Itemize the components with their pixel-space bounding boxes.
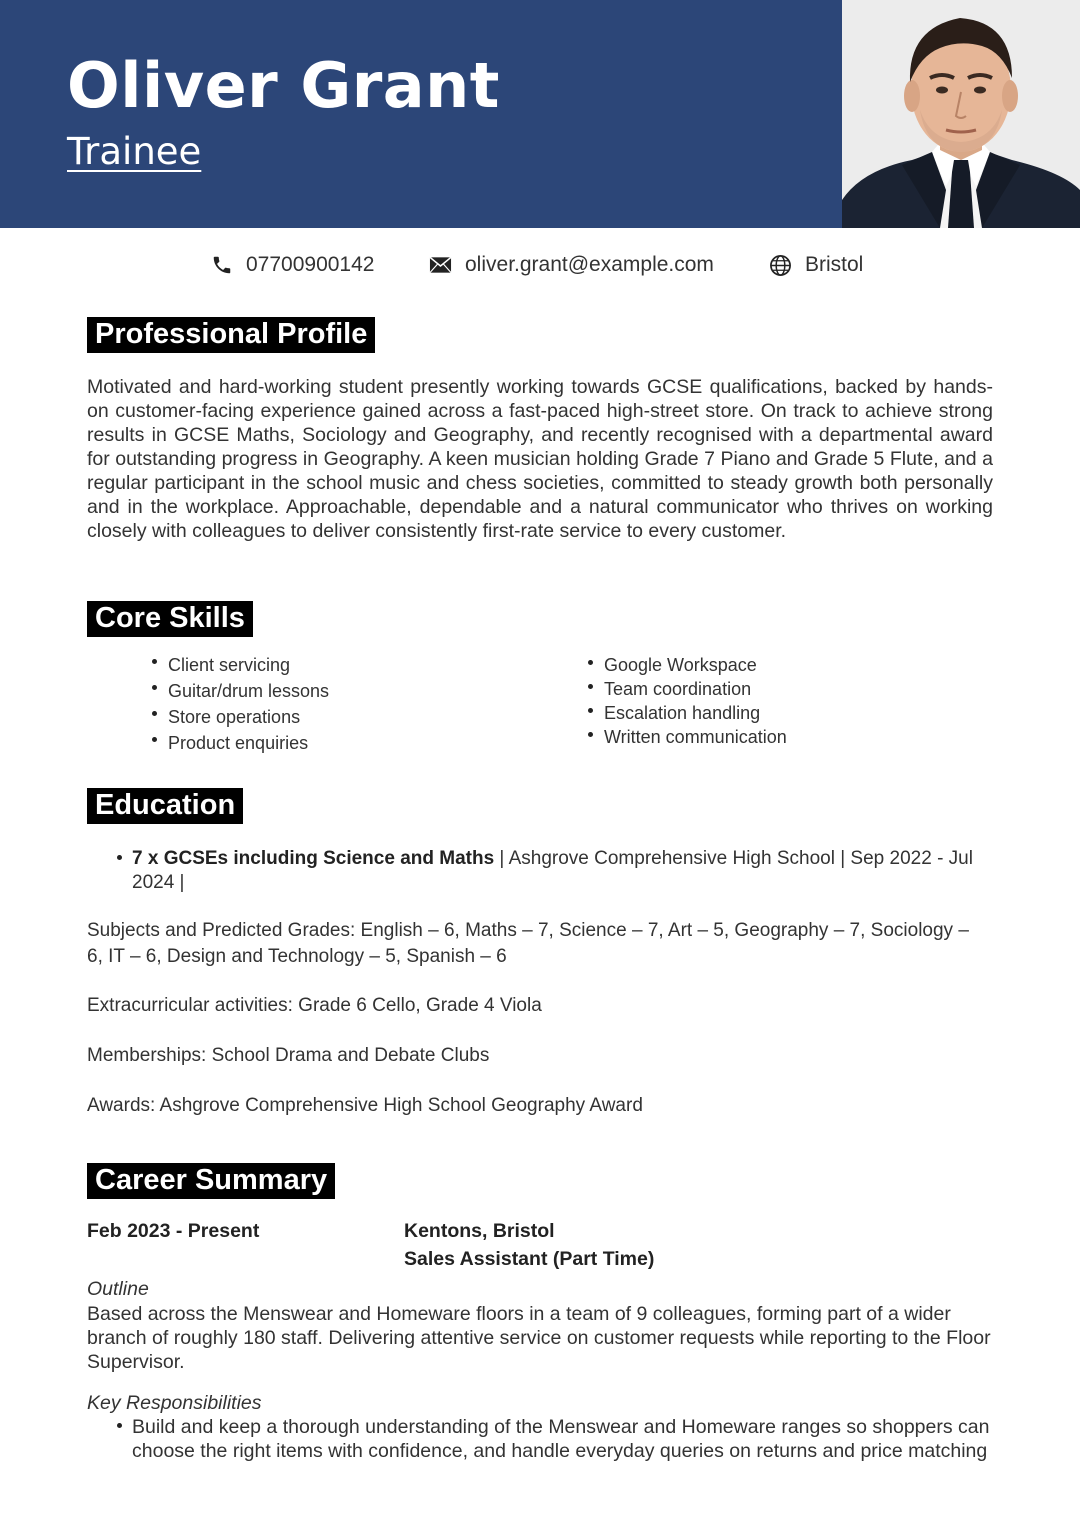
email-text: oliver.grant@example.com <box>465 253 714 276</box>
portrait-image <box>842 0 1080 228</box>
globe-icon <box>769 254 792 277</box>
skill-item: Google Workspace <box>588 653 787 677</box>
responsibilities-heading: Key Responsibilities <box>87 1392 262 1414</box>
candidate-name: Oliver Grant <box>67 49 500 122</box>
qualification-title: 7 x GCSEs including Science and Maths <box>132 848 495 869</box>
skill-item: Client servicing <box>152 652 329 678</box>
candidate-role: Trainee <box>67 130 202 173</box>
qualification-details: | Ashgrove Comprehensive High School | Sep 2022 - Jul 2024 | <box>132 848 973 893</box>
outline-heading: Outline <box>87 1278 149 1300</box>
skill-item: Guitar/drum lessons <box>152 678 329 704</box>
phone-icon <box>211 254 233 276</box>
profile-photo <box>842 0 1080 228</box>
responsibility-item: Build and keep a thorough understanding of the Menswear and Homeware ranges so shoppers can choose the right items with confidence, and handle everyday queries on returns and price matching <box>132 1415 992 1463</box>
location-text: Bristol <box>805 253 864 276</box>
skills-section-title: Core Skills <box>87 601 253 637</box>
skill-item: Product enquiries <box>152 730 329 756</box>
profile-summary: Motivated and hard-working student presently working towards GCSE qualifications, backed by hands-on customer-facing experience gained across a fast-paced high-street store. On track to achieve strong results in GCSE Maths, Sociology and Geography, and recently recognised with a departmental award for outstanding progress in Geography. A keen musician holding Grade 7 Piano and Grade 5 Flute, and a regular participant in the school music and chess societies, committed to steady growth both personally and in the workplace. Approachable, dependable and a natural communicator who thrives on working closely with colleagues to deliver consistently first-rate service to every customer. <box>87 376 993 542</box>
education-entry <box>132 847 992 895</box>
education-subjects: Subjects and Predicted Grades: English – 6, Maths – 7, Science – 7, Art – 5, Geography – 7, Sociology – 6, IT – 6, Design and Technology – 5, Spanish – 6 <box>87 920 969 967</box>
job-outline: Based across the Menswear and Homeware floors in a team of 9 colleagues, forming part of a wider branch of roughly 180 staff. Delivering attentive service on customer requests while reporting to the Floor Supervisor. <box>87 1303 991 1373</box>
phone-text: 07700900142 <box>246 253 375 276</box>
education-section-title: Education <box>87 788 243 824</box>
skill-item: Team coordination <box>588 677 787 701</box>
job-title: Sales Assistant (Part Time) <box>404 1248 655 1270</box>
education-memberships: Memberships: School Drama and Debate Clubs <box>87 1045 490 1066</box>
contact-bar <box>0 253 1080 285</box>
skill-item: Escalation handling <box>588 701 787 725</box>
education-awards: Awards: Ashgrove Comprehensive High School Geography Award <box>87 1095 643 1116</box>
contact-email[interactable] <box>429 253 714 277</box>
job-dates: Feb 2023 - Present <box>87 1220 260 1242</box>
job-employer: Kentons, Bristol <box>404 1220 555 1242</box>
skill-item: Written communication <box>588 725 787 749</box>
contact-phone[interactable] <box>211 253 374 277</box>
header-banner <box>0 0 842 228</box>
skills-list-right <box>588 653 787 749</box>
envelope-icon <box>429 256 452 274</box>
skills-list-left <box>152 652 329 756</box>
career-section-title: Career Summary <box>87 1163 335 1199</box>
profile-section-title: Professional Profile <box>87 317 375 353</box>
contact-location <box>769 253 863 277</box>
education-extracurricular: Extracurricular activities: Grade 6 Cello, Grade 4 Viola <box>87 995 542 1016</box>
skill-item: Store operations <box>152 704 329 730</box>
